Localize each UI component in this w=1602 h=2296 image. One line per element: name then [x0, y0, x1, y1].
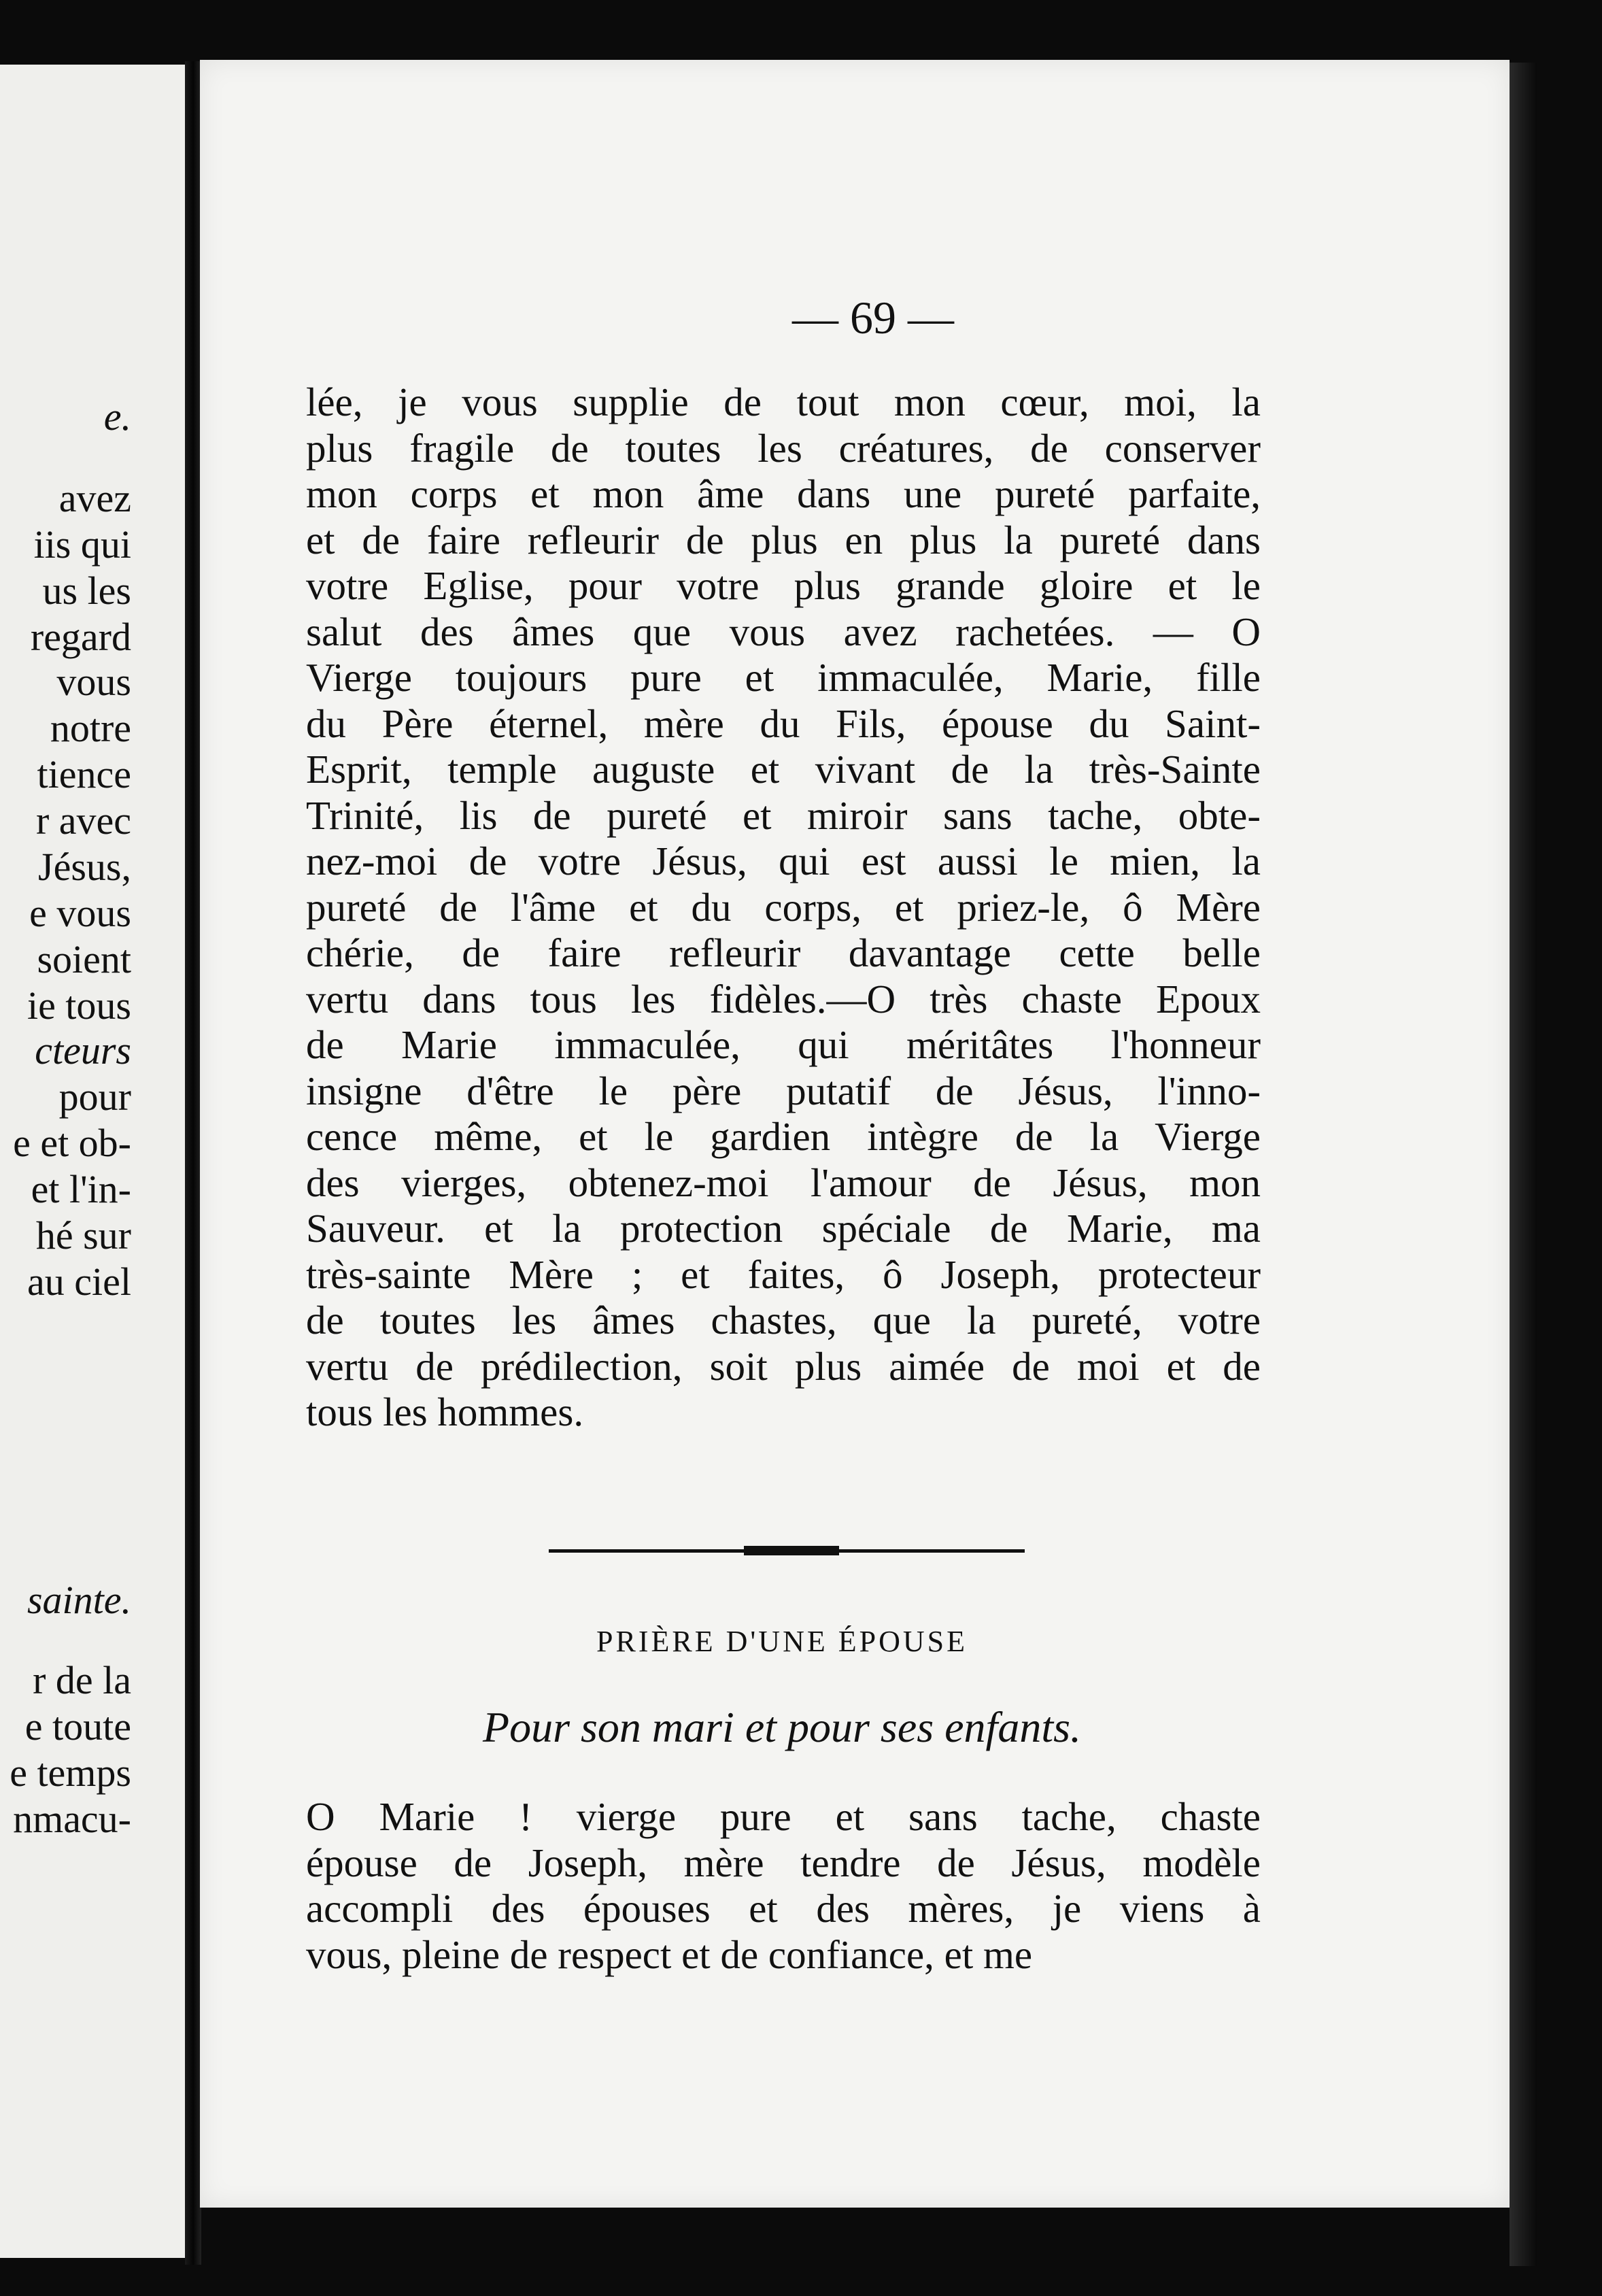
previous-page-line: r avec [35, 798, 131, 843]
text-line: nez-moi de votre Jésus, qui est aussi le mien, la [306, 839, 1261, 883]
text-line: insigne d'être le père putatif de Jésus, l'inno- [306, 1068, 1261, 1113]
text-line: vertu dans tous les fidèles.—O très chaste Epoux [306, 976, 1261, 1022]
previous-page-line: e toute [24, 1704, 131, 1749]
previous-page-line: tience [37, 752, 131, 796]
previous-page-line: notre [50, 706, 131, 750]
previous-page-line: us les [42, 569, 131, 613]
text-line: pureté de l'âme et du corps, et priez-le, ô Mère [306, 884, 1261, 930]
prayer-paragraph-epouse [306, 1794, 1261, 1978]
text-line: du Père éternel, mère du Fils, épouse du Saint- [306, 700, 1261, 746]
text-line: épouse de Joseph, mère tendre de Jésus, modèle [306, 1840, 1261, 1885]
previous-page-line: pour [58, 1075, 131, 1119]
text-line: Sauveur. et la protection spéciale de Marie, ma [306, 1206, 1261, 1251]
text-line: très-sainte Mère ; et faites, ô Joseph, protecteur [306, 1251, 1261, 1297]
prayer-paragraph-continued [306, 379, 1261, 1436]
previous-page-line: r de la [33, 1658, 131, 1702]
previous-page-line: ie tous [27, 983, 131, 1028]
text-line: plus fragile de toutes les créatures, de conserver [306, 425, 1261, 471]
previous-page-line: au ciel [27, 1260, 131, 1304]
text-line: vertu de prédilection, soit plus aimée de moi et de [306, 1343, 1261, 1389]
previous-page-line: regard [30, 615, 131, 659]
book-gutter [185, 61, 201, 2265]
text-line: accompli des épouses et des mères, je viens à [306, 1886, 1261, 1931]
previous-page-fragment [0, 65, 194, 2258]
previous-page-line: nmacu- [13, 1797, 131, 1841]
text-line: Esprit, temple auguste et vivant de la très-Sainte [306, 747, 1261, 792]
previous-page-line: et l'in- [31, 1167, 131, 1211]
text-line: tous les hommes. [306, 1389, 584, 1434]
text-line: de Marie immaculée, qui méritâtes l'honneur [306, 1022, 1261, 1067]
previous-page-line: e. [103, 394, 131, 439]
page-69 [200, 60, 1510, 2208]
previous-page-line: hé sur [35, 1213, 131, 1257]
text-line: mon corps et mon âme dans une pureté parfaite, [306, 471, 1261, 516]
previous-page-line: soient [37, 937, 131, 981]
section-subtitle: Pour son mari et pour ses enfants. [483, 1703, 1081, 1751]
previous-page-line: Jésus, [38, 845, 131, 889]
text-line: salut des âmes que vous avez rachetées. — O [306, 609, 1261, 654]
text-line: votre Eglise, pour votre plus grande gloire et le [306, 563, 1261, 608]
previous-page-line: e vous [29, 891, 131, 935]
previous-page-line: vous [56, 660, 131, 704]
previous-page-line: e temps [10, 1751, 131, 1795]
text-line: cence même, et le gardien intègre de la Vierge [306, 1114, 1261, 1159]
previous-page-line: iis qui [33, 522, 131, 567]
section-divider-center [744, 1546, 839, 1555]
folio-text: — 69 — [792, 292, 954, 343]
text-line: des vierges, obtenez-moi l'amour de Jésus, mon [306, 1160, 1261, 1205]
text-line: vous, pleine de respect et de confiance, et me [306, 1931, 1033, 1977]
text-line: chérie, de faire refleurir davantage cette belle [306, 930, 1261, 975]
section-heading: PRIÈRE D'UNE ÉPOUSE [596, 1625, 968, 1658]
page-edge-shadow [1510, 63, 1537, 2266]
text-line: de toutes les âmes chastes, que la pureté, votre [306, 1298, 1261, 1343]
text-line: Trinité, lis de pureté et miroir sans tache, obte- [306, 792, 1261, 838]
previous-page-line: sainte. [27, 1578, 131, 1622]
text-line: Vierge toujours pure et immaculée, Marie, fille [306, 655, 1261, 700]
text-line: O Marie ! vierge pure et sans tache, chaste [306, 1794, 1261, 1839]
text-line: et de faire refleurir de plus en plus la pureté dans [306, 517, 1261, 562]
previous-page-line: cteurs [35, 1028, 131, 1073]
previous-page-line: avez [58, 476, 131, 520]
previous-page-line: e et ob- [13, 1121, 131, 1165]
text-line: lée, je vous supplie de tout mon cœur, moi, la [306, 379, 1261, 424]
